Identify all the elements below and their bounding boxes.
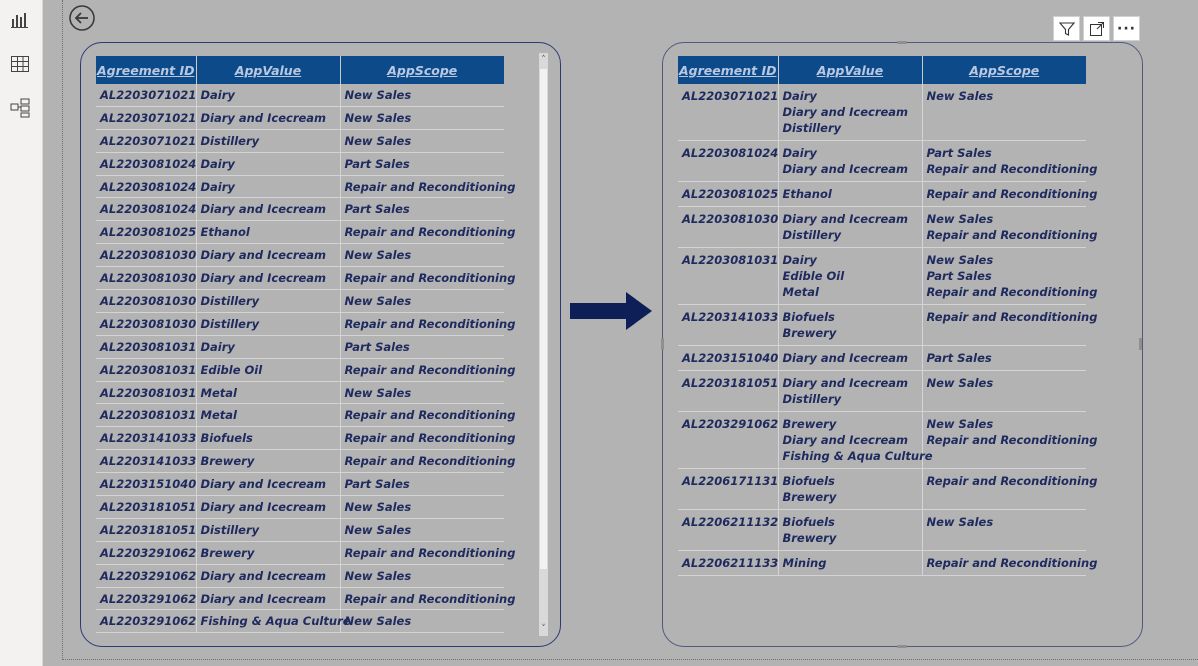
appvalue-line: Metal (782, 285, 819, 299)
appvalue-cell: Dairy (196, 152, 340, 175)
appvalue-cell: Metal (196, 404, 340, 427)
agreement-id-cell: AL2206211132 (678, 510, 778, 551)
appscope-line: Part Sales (926, 146, 992, 160)
appscope-cell: New Sales (340, 244, 504, 267)
filter-icon (1059, 21, 1075, 37)
appvalue-line: Brewery (782, 326, 837, 340)
agreement-id-cell: AL2203291062 (96, 564, 196, 587)
agreement-id-cell: AL2203081025 (678, 182, 778, 207)
resize-handle-left[interactable] (661, 338, 664, 350)
table-row[interactable] (96, 84, 504, 106)
agreement-id-cell: AL2203081030 (96, 290, 196, 313)
appscope-cell: New Sales (340, 84, 504, 106)
scroll-up-icon[interactable]: ˄ (541, 55, 546, 65)
appscope-cell (922, 371, 1086, 412)
table-row[interactable] (96, 267, 504, 290)
scroll-down-icon[interactable]: ˅ (541, 624, 546, 634)
column-header-appvalue[interactable]: AppValue (778, 56, 922, 84)
appscope-cell: Part Sales (340, 198, 504, 221)
appvalue-cell: Dairy (196, 335, 340, 358)
agreement-id-cell: AL2203291062 (678, 412, 778, 469)
column-header-appscope[interactable]: AppScope (922, 56, 1086, 84)
appvalue-line: Diary and Icecream (782, 433, 909, 447)
agreement-id-cell: AL2203071021 (96, 84, 196, 106)
table-row[interactable] (678, 551, 1086, 576)
appvalue-cell: Diary and Icecream (196, 473, 340, 496)
agreement-id-cell: AL2203141033 (96, 427, 196, 450)
table-row[interactable] (96, 358, 504, 381)
appvalue-cell: Fishing & Aqua Culture (196, 610, 340, 633)
appscope-cell: New Sales (340, 381, 504, 404)
appscope-line: Repair and Reconditioning (926, 162, 1098, 176)
appvalue-cell: Brewery (196, 450, 340, 473)
appvalue-line: Diary and Icecream (782, 351, 909, 365)
agreement-id-cell: AL2203081030 (678, 207, 778, 248)
appscope-cell: Repair and Reconditioning (340, 312, 504, 335)
appvalue-cell: Ethanol (196, 221, 340, 244)
agreement-id-cell: AL2203181051 (96, 496, 196, 519)
appvalue-cell (778, 469, 922, 510)
appscope-line: New Sales (926, 417, 994, 431)
agreement-id-cell: AL2203081031 (96, 358, 196, 381)
appvalue-cell: Diary and Icecream (196, 496, 340, 519)
agreement-id-cell: AL2203081025 (96, 221, 196, 244)
appscope-cell: Repair and Reconditioning (340, 541, 504, 564)
agreement-id-cell: AL2203181051 (678, 371, 778, 412)
back-button[interactable] (68, 4, 96, 32)
focus-mode-icon (1089, 21, 1105, 37)
agreement-id-cell: AL2203081030 (96, 312, 196, 335)
appvalue-cell (778, 510, 922, 551)
appvalue-line: Dairy (782, 89, 817, 103)
appscope-cell (922, 182, 1098, 207)
appvalue-cell: Diary and Icecream (196, 267, 340, 290)
agreement-id-cell: AL2203081031 (96, 335, 196, 358)
agreement-id-cell: AL2206211133 (678, 551, 778, 576)
table-row[interactable] (678, 207, 1086, 248)
appscope-line: New Sales (926, 376, 994, 390)
table-row[interactable] (96, 152, 504, 175)
appvalue-cell (778, 346, 922, 371)
appscope-cell: Repair and Reconditioning (340, 221, 504, 244)
column-header-agreement-id[interactable]: Agreement ID (678, 56, 778, 84)
appscope-cell: New Sales (340, 290, 504, 313)
agreement-id-cell: AL2203151040 (96, 473, 196, 496)
column-header-appscope[interactable]: AppScope (340, 56, 504, 84)
appvalue-cell: Biofuels (196, 427, 340, 450)
table-row[interactable] (678, 248, 1086, 305)
right-arrow-icon (568, 290, 654, 336)
appscope-line: New Sales (926, 253, 994, 267)
appscope-cell (922, 207, 1098, 248)
appscope-line: New Sales (926, 212, 994, 226)
table-row[interactable] (96, 518, 504, 541)
appscope-line: Part Sales (926, 351, 992, 365)
appvalue-cell (778, 84, 922, 141)
table-row[interactable] (678, 469, 1086, 510)
agreement-id-cell: AL2203081031 (678, 248, 778, 305)
appscope-line: Repair and Reconditioning (926, 433, 1098, 447)
filter-button[interactable] (1053, 16, 1080, 41)
table-row[interactable] (678, 141, 1086, 182)
appvalue-cell (778, 141, 922, 182)
appscope-cell: Part Sales (340, 335, 504, 358)
appscope-cell (922, 412, 1098, 469)
more-options-icon: ··· (1117, 20, 1136, 37)
appscope-cell: Repair and Reconditioning (340, 404, 504, 427)
appvalue-cell: Distillery (196, 129, 340, 152)
appscope-cell (922, 346, 1086, 371)
appvalue-cell (778, 412, 933, 469)
appvalue-cell (778, 305, 922, 346)
agreement-id-cell: AL2203081024 (96, 175, 196, 198)
appscope-cell: New Sales (340, 106, 504, 129)
agreement-id-cell: AL2203081024 (96, 152, 196, 175)
agreement-id-cell: AL2203151040 (678, 346, 778, 371)
appvalue-cell: Diary and Icecream (196, 106, 340, 129)
appvalue-cell: Diary and Icecream (196, 198, 340, 221)
agreement-id-cell: AL2203081024 (678, 141, 778, 182)
appvalue-line: Diary and Icecream (782, 376, 909, 390)
appvalue-cell: Diary and Icecream (196, 564, 340, 587)
table-row[interactable] (96, 427, 504, 450)
source-table (96, 56, 516, 633)
appvalue-cell (778, 551, 922, 576)
appvalue-cell: Brewery (196, 541, 340, 564)
appvalue-cell: Dairy (196, 175, 340, 198)
appvalue-cell (778, 207, 922, 248)
vertical-scrollbar[interactable] (539, 53, 548, 636)
table-row[interactable] (96, 198, 504, 221)
source-table-wrapper (96, 56, 516, 634)
appvalue-line: Dairy (782, 146, 817, 160)
appvalue-line: Dairy (782, 253, 817, 267)
table-view-icon[interactable] (9, 53, 31, 75)
table-row[interactable] (96, 541, 504, 564)
table-header-row (678, 56, 1086, 84)
scroll-thumb[interactable] (540, 69, 547, 569)
appscope-line: Repair and Reconditioning (926, 556, 1098, 570)
appscope-line: New Sales (926, 515, 994, 529)
table-row[interactable] (678, 346, 1086, 371)
appvalue-line: Fishing & Aqua Culture (782, 449, 933, 463)
appscope-cell: Part Sales (340, 152, 504, 175)
appscope-line: Repair and Reconditioning (926, 285, 1098, 299)
appscope-cell (922, 510, 1086, 551)
appscope-line: New Sales (926, 89, 994, 103)
table-row[interactable] (96, 473, 504, 496)
agreement-id-cell: AL2203071021 (678, 84, 778, 141)
source-table-visual[interactable] (80, 42, 561, 647)
grouped-table (678, 56, 1098, 576)
appscope-line: Repair and Reconditioning (926, 187, 1098, 201)
appvalue-line: Mining (782, 556, 827, 570)
appscope-cell: Repair and Reconditioning (340, 427, 504, 450)
agreement-id-cell: AL2203081030 (96, 267, 196, 290)
appvalue-cell (778, 248, 922, 305)
grouped-table-wrapper (678, 56, 1098, 570)
table-row[interactable] (678, 182, 1086, 207)
appvalue-line: Distillery (782, 121, 842, 135)
agreement-id-cell: AL2203071021 (96, 129, 196, 152)
table-row[interactable] (96, 381, 504, 404)
resize-handle-right[interactable] (1139, 338, 1142, 350)
table-row[interactable] (678, 412, 1086, 469)
appvalue-cell: Distillery (196, 518, 340, 541)
table-row[interactable] (678, 84, 1086, 141)
appscope-cell: Repair and Reconditioning (340, 450, 504, 473)
model-view-icon[interactable] (9, 97, 31, 119)
resize-handle-top[interactable] (897, 41, 907, 44)
table-row[interactable] (96, 404, 504, 427)
appvalue-line: Ethanol (782, 187, 832, 201)
appscope-cell (922, 551, 1098, 576)
table-row[interactable] (96, 175, 504, 198)
table-row[interactable] (96, 450, 504, 473)
bar-chart-icon[interactable] (9, 9, 31, 31)
focus-mode-button[interactable] (1083, 16, 1110, 41)
appscope-cell: New Sales (340, 518, 504, 541)
agreement-id-cell: AL2203081031 (96, 381, 196, 404)
appvalue-line: Diary and Icecream (782, 162, 909, 176)
appvalue-line: Edible Oil (782, 269, 845, 283)
table-row[interactable] (678, 371, 1086, 412)
appvalue-cell (778, 182, 922, 207)
appvalue-cell: Diary and Icecream (196, 244, 340, 267)
appscope-line: Repair and Reconditioning (926, 310, 1098, 324)
appscope-cell: New Sales (340, 610, 504, 633)
table-row[interactable] (96, 106, 504, 129)
appvalue-cell: Metal (196, 381, 340, 404)
appvalue-cell (778, 371, 922, 412)
appscope-cell: Repair and Reconditioning (340, 175, 504, 198)
agreement-id-cell: AL2203081024 (96, 198, 196, 221)
resize-handle-bottom[interactable] (897, 645, 907, 648)
appvalue-line: Biofuels (782, 515, 835, 529)
agreement-id-cell: AL2203071021 (96, 106, 196, 129)
appscope-cell (922, 141, 1098, 182)
visual-header-toolbar (1053, 16, 1140, 41)
appvalue-line: Diary and Icecream (782, 212, 909, 226)
table-row[interactable] (678, 510, 1086, 551)
appscope-cell: Repair and Reconditioning (340, 358, 504, 381)
table-row[interactable] (96, 312, 504, 335)
appscope-cell: New Sales (340, 496, 504, 519)
grouped-table-visual[interactable] (662, 42, 1143, 647)
table-row[interactable] (96, 129, 504, 152)
appscope-cell: New Sales (340, 129, 504, 152)
agreement-id-cell: AL2203141033 (96, 450, 196, 473)
appscope-line: Repair and Reconditioning (926, 228, 1098, 242)
table-row[interactable] (96, 244, 504, 267)
appvalue-line: Distillery (782, 228, 842, 242)
left-rail (0, 0, 43, 666)
appvalue-cell: Distillery (196, 312, 340, 335)
appscope-cell (922, 248, 1098, 305)
table-row[interactable] (96, 290, 504, 313)
agreement-id-cell: AL2203081030 (96, 244, 196, 267)
agreement-id-cell: AL2203291062 (96, 610, 196, 633)
appscope-cell (922, 84, 1086, 141)
table-row[interactable] (96, 496, 504, 519)
table-row[interactable] (96, 610, 504, 633)
appvalue-cell: Diary and Icecream (196, 587, 340, 610)
appvalue-cell: Distillery (196, 290, 340, 313)
table-row[interactable] (678, 305, 1086, 346)
table-row[interactable] (96, 564, 504, 587)
table-header-row (96, 56, 504, 84)
table-row[interactable] (96, 221, 504, 244)
agreement-id-cell: AL2203291062 (96, 587, 196, 610)
column-header-agreement-id[interactable]: Agreement ID (96, 56, 196, 84)
appvalue-line: Brewery (782, 417, 837, 431)
agreement-id-cell: AL2203291062 (96, 541, 196, 564)
appscope-cell: Part Sales (340, 473, 504, 496)
agreement-id-cell: AL2203081031 (96, 404, 196, 427)
table-row[interactable] (96, 335, 504, 358)
agreement-id-cell: AL2203181051 (96, 518, 196, 541)
appvalue-line: Distillery (782, 392, 842, 406)
appscope-cell: Repair and Reconditioning (340, 587, 504, 610)
appvalue-cell: Edible Oil (196, 358, 340, 381)
appvalue-line: Biofuels (782, 310, 835, 324)
appscope-cell (922, 305, 1098, 346)
column-header-appvalue[interactable]: AppValue (196, 56, 340, 84)
appscope-cell: New Sales (340, 564, 504, 587)
appvalue-line: Brewery (782, 531, 837, 545)
agreement-id-cell: AL2203141033 (678, 305, 778, 346)
appvalue-cell: Dairy (196, 84, 340, 106)
table-row[interactable] (96, 587, 504, 610)
appscope-line: Part Sales (926, 269, 992, 283)
agreement-id-cell: AL2206171131 (678, 469, 778, 510)
back-arrow-icon (68, 4, 96, 32)
more-options-button[interactable] (1113, 16, 1140, 41)
appvalue-line: Brewery (782, 490, 837, 504)
appvalue-line: Biofuels (782, 474, 835, 488)
appscope-cell: Repair and Reconditioning (340, 267, 504, 290)
appscope-line: Repair and Reconditioning (926, 474, 1098, 488)
appvalue-line: Diary and Icecream (782, 105, 909, 119)
appscope-cell (922, 469, 1098, 510)
